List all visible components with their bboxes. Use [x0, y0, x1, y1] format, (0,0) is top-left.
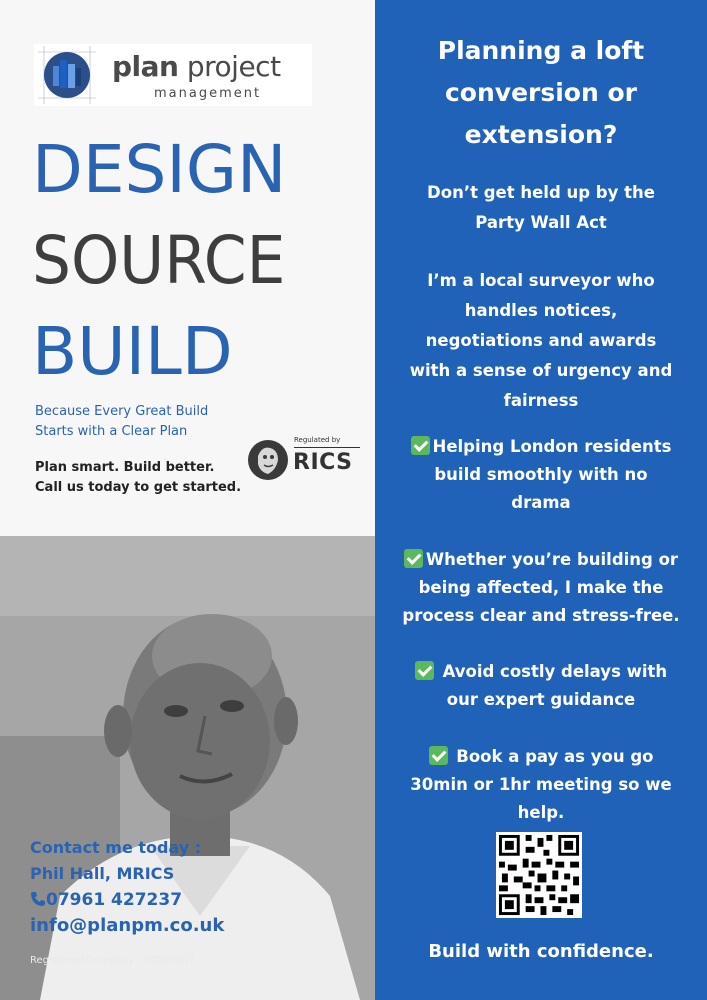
check-mark-icon — [429, 746, 448, 765]
rics-badge — [246, 436, 364, 486]
brand-panel — [0, 0, 375, 536]
call-to-action: Plan smart. Build better. Call us today to get started. — [35, 460, 242, 495]
contact-heading: Contact me today : — [30, 838, 202, 857]
plan-project-logo-icon — [36, 44, 98, 106]
rics-name: RICS — [293, 450, 353, 475]
bullet-item: Whether you’re building or being affected, I make the process clear and stress-free. — [402, 550, 680, 625]
company-logo — [34, 44, 312, 106]
panel-subtitle: Don’t get held up by the Party Wall Act — [427, 183, 655, 232]
panel-footer: Build with confidence. — [428, 941, 654, 962]
qr-code-icon[interactable] — [496, 832, 582, 918]
contact-details — [30, 835, 224, 939]
info-panel — [375, 0, 707, 1000]
logo-subtitle: management — [154, 86, 262, 101]
check-mark-icon — [404, 549, 423, 568]
contact-phone[interactable]: 07961 427237 — [30, 887, 224, 913]
panel-intro: I’m a local surveyor who handles notices, negotiations and awards with a sense of urgency and fairness — [409, 271, 673, 410]
divider — [294, 447, 360, 448]
rics-lion-icon — [246, 436, 290, 484]
check-mark-icon — [411, 436, 430, 455]
check-mark-icon — [415, 661, 434, 680]
bullet-item: Helping London residents build smoothly with no drama — [375, 433, 707, 517]
registered-company: Registered Company : 07567607 — [30, 955, 195, 966]
headline-build: BUILD — [32, 313, 233, 390]
bullet-item: Avoid costly delays with our expert guidance — [375, 658, 707, 714]
phone-icon — [30, 891, 46, 907]
logo-wordmark: plan project — [112, 50, 281, 83]
rics-regulated-label: Regulated by — [294, 436, 341, 444]
headline-design: DESIGN — [32, 131, 287, 208]
contact-email[interactable]: info@planpm.co.uk — [30, 915, 225, 936]
tagline: Because Every Great Build Starts with a Clear Plan — [35, 404, 209, 439]
bullet-item: Book a pay as you go 30min or 1hr meeting so we help. — [410, 747, 672, 822]
headline-source: SOURCE — [32, 222, 286, 299]
contact-name: Phil Hall, MRICS — [30, 864, 175, 883]
panel-title: Planning a loft conversion or extension? — [437, 36, 645, 149]
